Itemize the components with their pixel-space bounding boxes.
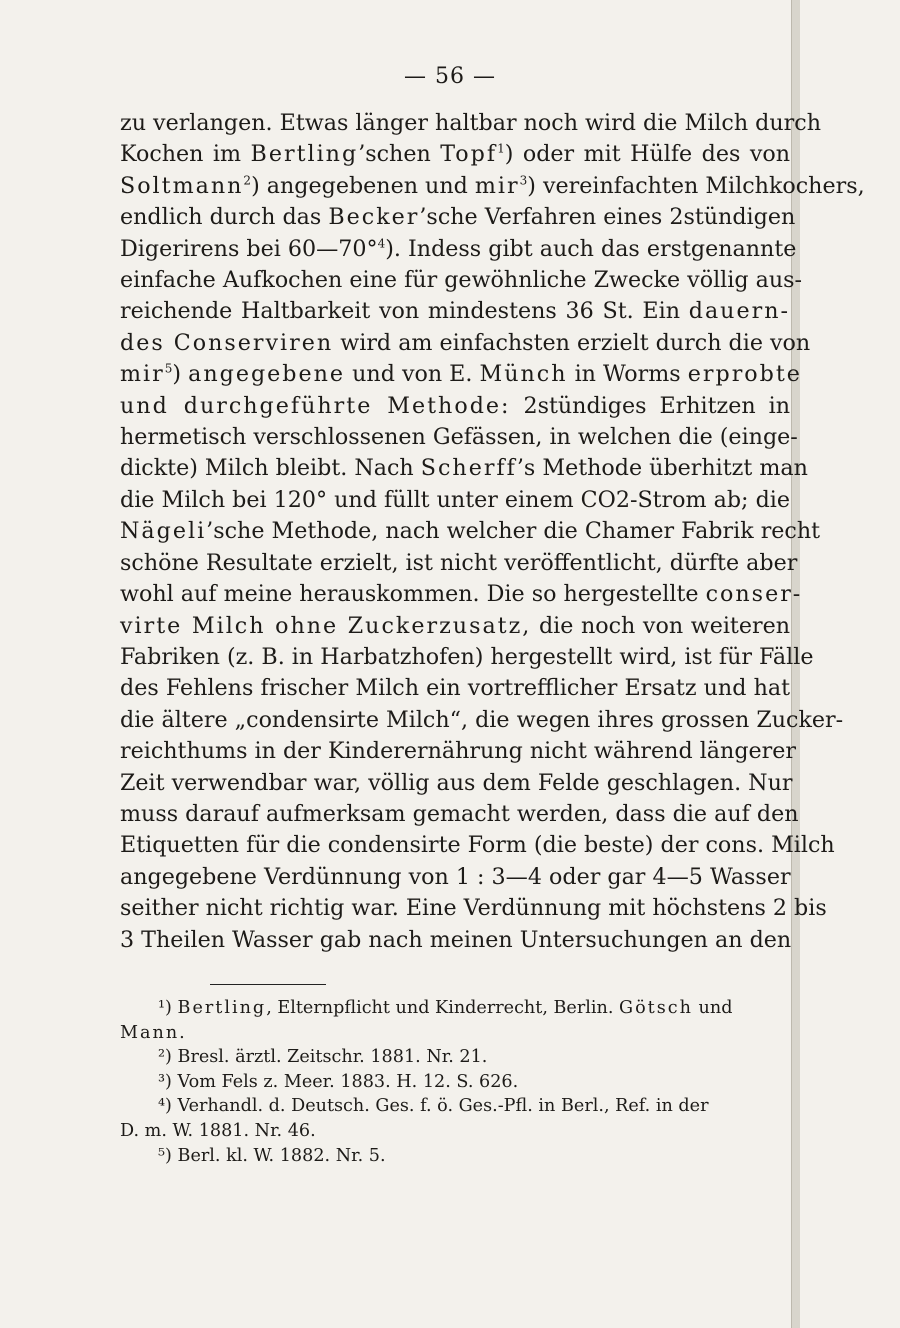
spaced-text: Münch: [479, 361, 568, 388]
text-run: ’sche Verfahren eines 2stündigen: [419, 204, 796, 231]
footnote-line: [120, 1070, 790, 1095]
text-run: dickte) Milch bleibt. Nach: [120, 455, 421, 482]
text-line: [120, 893, 827, 924]
text-run: ⁴) Verhandl. d. Deutsch. Ges. f. ö. Ges.-Pfl. in Berl., Ref. in der: [158, 1096, 709, 1117]
footnote-marker: 4: [377, 236, 386, 251]
spaced-text: und durchgeführte Methode:: [120, 392, 511, 419]
text-run: hermetisch verschlossenen Gefässen, in welchen die (einge-: [120, 424, 798, 451]
text-line: [120, 611, 790, 642]
text-line: [120, 108, 821, 139]
text-run: ’schen: [358, 141, 441, 168]
text-run: ) vereinfachten Milchkochers,: [527, 172, 865, 199]
footnote-line: [120, 1119, 790, 1144]
spaced-text: Mann.: [120, 1022, 187, 1043]
text-line: [120, 171, 865, 202]
text-line: [120, 799, 799, 830]
spaced-text: des Conserviren: [120, 329, 334, 356]
footnote-rule: [210, 984, 326, 985]
text-line: [120, 830, 835, 861]
footnote-line: [120, 1094, 790, 1119]
spaced-text: Götsch: [619, 998, 693, 1018]
text-run: muss darauf aufmerksam gemacht werden, dass die auf den: [120, 800, 799, 827]
footnote-line: [120, 996, 790, 1021]
text-run: ’s Methode überhitzt man: [516, 455, 808, 482]
text-line: [120, 768, 793, 799]
footnote-line: [120, 1045, 790, 1070]
spaced-text: dauern-: [688, 298, 790, 325]
text-run: die ältere „condensirte Milch“, die wegen ihres grossen Zucker-: [120, 706, 844, 733]
text-run: ). Indess gibt auch das erstgenannte: [385, 235, 797, 262]
footnote-marker: 1: [497, 142, 505, 157]
page-number: — 56 —: [404, 64, 496, 89]
spaced-text: Topf: [440, 141, 498, 168]
text-run: , Elternpflicht und Kinderrecht, Berlin.: [266, 998, 620, 1018]
text-line: [120, 642, 814, 673]
text-run: ) angegebenen und: [251, 172, 475, 199]
text-run: Etiquetten für die condensirte Form (die beste) der cons. Milch: [120, 832, 835, 859]
footnote-marker: 3: [519, 173, 528, 188]
text-run: ²) Bresl. ärztl. Zeitschr. 1881. Nr. 21.: [158, 1047, 488, 1068]
spaced-text: conser-: [705, 581, 803, 608]
spaced-text: mir: [474, 172, 520, 199]
text-run: wohl auf meine herauskommen. Die so hergestellte: [120, 581, 706, 608]
text-run: Digerirens bei 60—70°: [120, 235, 378, 262]
text-run: 2stündiges Erhitzen in: [510, 392, 791, 419]
text-run: ’sche Methode, nach welcher die Chamer Fabrik recht: [206, 518, 821, 545]
text-run: die Milch bei 120° und füllt unter einem CO2-Strom ab; die: [120, 486, 791, 513]
text-run: ³) Vom Fels z. Meer. 1883. H. 12. S. 626.: [158, 1071, 519, 1092]
text-run: Zeit verwendbar war, völlig aus dem Felde geschlagen. Nur: [120, 769, 793, 796]
text-run: Fabriken (z. B. in Harbatzhofen) hergestellt wird, ist für Fälle: [120, 643, 814, 670]
spaced-text: Becker: [328, 204, 420, 231]
text-line: [120, 705, 844, 736]
text-run: endlich durch das: [120, 204, 329, 231]
text-run: die noch von weiteren: [531, 612, 791, 639]
text-line: [120, 736, 796, 767]
footnote-marker: 5: [164, 361, 173, 376]
text-run: D. m. W. 1881. Nr. 46.: [120, 1120, 316, 1141]
spaced-text: mir: [120, 361, 165, 388]
text-line: [120, 391, 790, 422]
text-line: [120, 359, 802, 390]
spaced-text: Scherff: [420, 455, 517, 482]
body-text: [120, 108, 865, 956]
spaced-text: Soltmann: [120, 172, 244, 199]
text-run: reichthums in der Kinderernährung nicht während längerer: [120, 738, 796, 765]
text-line: [120, 925, 790, 956]
text-run: seither nicht richtig war. Eine Verdünnung mit höchstens 2 bis: [120, 895, 827, 922]
spaced-text: virte Milch ohne Zuckerzusatz,: [120, 612, 532, 639]
spaced-text: Bertling: [177, 998, 267, 1018]
footnote-marker: 2: [243, 173, 252, 188]
text-run: ¹): [158, 998, 178, 1018]
text-line: [120, 139, 790, 170]
text-run: schöne Resultate erzielt, ist nicht veröffentlicht, dürfte aber: [120, 549, 798, 576]
text-run: des Fehlens frischer Milch ein vortrefflicher Ersatz und hat: [120, 675, 790, 702]
text-run: und: [692, 998, 733, 1018]
footnote-line: [120, 1144, 790, 1169]
text-line: [120, 453, 808, 484]
text-run: einfache Aufkochen eine für gewöhnliche Zwecke völlig aus-: [120, 267, 803, 294]
text-run: angegebene Verdünnung von 1 : 3—4 oder gar 4—5 Wasser: [120, 863, 791, 890]
text-line: [120, 328, 811, 359]
spaced-text: Nägeli: [120, 518, 207, 545]
text-line: [120, 673, 790, 704]
text-line: [120, 485, 790, 516]
text-run: reichende Haltbarkeit von mindestens 36 St. Ein: [120, 298, 689, 325]
text-run: in Worms: [567, 361, 688, 388]
footnote-line: [120, 1021, 790, 1046]
text-run: ): [172, 361, 189, 388]
text-run: Kochen im: [120, 141, 251, 168]
spaced-text: erprobte: [687, 361, 802, 388]
text-line: [120, 202, 796, 233]
text-run: ) oder mit Hülfe des von: [504, 141, 791, 168]
text-line: [120, 516, 821, 547]
spaced-text: angegebene: [188, 361, 346, 388]
spaced-text: Bertling: [250, 141, 359, 168]
text-run: wird am einfachsten erzielt durch die von: [333, 329, 811, 356]
text-line: [120, 296, 790, 327]
text-run: zu verlangen. Etwas länger haltbar noch wird die Milch durch: [120, 110, 821, 136]
text-line: [120, 579, 803, 610]
text-run: und von E.: [345, 361, 480, 388]
text-run: ⁵) Berl. kl. W. 1882. Nr. 5.: [158, 1145, 386, 1166]
text-run: 3 Theilen Wasser gab nach meinen Untersuchungen an den: [120, 926, 792, 953]
text-line: [120, 862, 790, 893]
text-line: [120, 548, 798, 579]
text-line: [120, 422, 798, 453]
text-line: [120, 234, 797, 265]
text-line: [120, 265, 803, 296]
footnotes: [120, 996, 790, 1168]
